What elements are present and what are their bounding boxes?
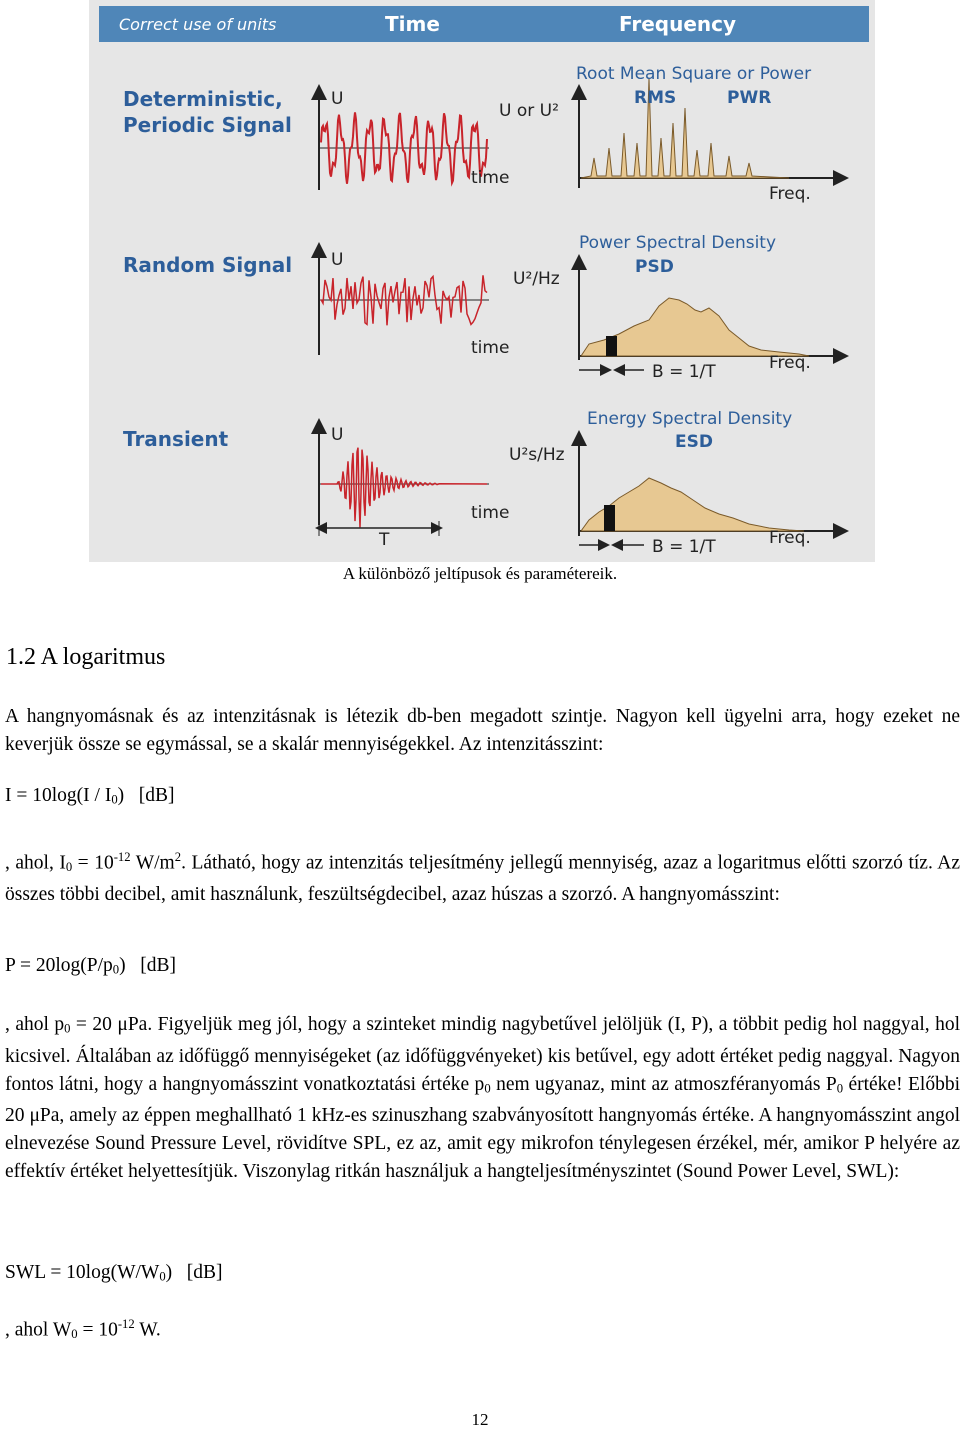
equation-pressure-level: $P = 20\log(P/p_0)$ [dB] <box>5 955 176 977</box>
row3-time-ylabel: U <box>331 425 344 445</box>
row3-bandwidth-bar <box>604 505 615 531</box>
row1-measure-abbr-rms: RMS <box>634 88 677 108</box>
row3-transient-waveform <box>321 448 487 528</box>
row1-signal-label-1: Deterministic, <box>123 87 283 111</box>
paragraph-reference-power: , ahol $W_0 = 10^{-12}$ W. <box>5 1317 161 1342</box>
figure-caption: A különböző jeltípusok és paramétereik. <box>342 564 618 583</box>
row2-measure-label: Power Spectral Density <box>579 233 777 253</box>
row1-measure-label: Root Mean Square or Power <box>576 64 812 84</box>
row1-time-ylabel: U <box>331 89 344 109</box>
section-heading: 1.2 A logaritmus <box>6 644 166 670</box>
row1-signal-label-2: Periodic Signal <box>123 113 292 137</box>
row3-freq-ylabel: U²s/Hz <box>509 445 565 465</box>
row2-freq-ylabel: U²/Hz <box>513 269 560 289</box>
signal-types-figure <box>89 0 875 562</box>
row3-time-xlabel: time <box>471 503 510 523</box>
equation-intensity-level: $I = 10\log(I / I_0)$ [dB] <box>5 785 175 807</box>
row2-bandwidth-bar <box>606 336 617 356</box>
row1-time-xlabel: time <box>471 168 510 188</box>
header-col3: Frequency <box>619 12 737 36</box>
header-col2: Time <box>385 12 440 36</box>
paragraph-pressure: , ahol $p_0 = 20$ μPa. Figyeljük meg jól, hogy a szinteket mindig nagybetűvel jelöljük (I, P), a többit pedig hol naggyal, hol kicsivel. Általában az időfüggő mennyiségeket (az időfüggvényeket) kis betűvel, egy adott értéket pedig naggyal. Nagyon fontos látni, hogy a hangnyomásszint vonatkoztatási értéke $p_0$ nem ugyanaz, mint az atmoszféranyomás $P_0$ értéke! Előbbi 20 μPa, amely az éppen meghallható 1 kHz-es szinuszhang szabványosított hangnyomás értéke. A hangnyomásszint angol elnevezése Sound Pressure Level, rövidítve SPL, ez az, amit egy mikrofon ténylegesen érzékel, mér, amikor P helyére az effektív értéket helyettesítjük. Viszonylag ritkán használjuk a hangteljesítményszintet (Sound Power Level, SWL): <box>5 1014 960 1183</box>
row1-freq-xlabel: Freq. <box>769 184 811 204</box>
row3-measure-label: Energy Spectral Density <box>587 409 793 429</box>
row3-duration-label: T <box>379 530 390 550</box>
row3-freq-xlabel: Freq. <box>769 528 811 548</box>
row1-measure-abbr-pwr: PWR <box>727 88 772 108</box>
row3-signal-label: Transient <box>123 427 229 451</box>
figure-svg <box>89 0 875 562</box>
row2-freq-xlabel: Freq. <box>769 353 811 373</box>
row1-freq-ylabel: U or U² <box>499 101 559 121</box>
paragraph-intro: A hangnyomásnak és az intenzitásnak is létezik db-ben megadott szintje. Nagyon kell ügyelni arra, hogy ezeket ne keverjük össze se egymással, se a skalár mennyiségekkel. Az intenzitásszint: <box>5 706 960 755</box>
row3-measure-abbr: ESD <box>675 432 713 452</box>
row2-signal-label: Random Signal <box>123 253 293 277</box>
row2-time-xlabel: time <box>471 338 510 358</box>
row2-measure-abbr: PSD <box>635 257 674 277</box>
page-number: 12 <box>471 1410 489 1429</box>
paragraph-intensity: , ahol, $I_0 = 10^{-12}$ $W/m^2$. Látható, hogy az intenzitás teljesítmény jellegű mennyiség, azaz a logaritmus előtti szorzó tíz. Az összes többi decibel, amit használunk, feszültségdecibel, azaz húszas a szorzó. A hangnyomásszint: <box>5 850 960 906</box>
equation-power-level: SWL = $10\log(W/W_0)$ [dB] <box>5 1262 223 1284</box>
header-col1: Correct use of units <box>119 15 277 34</box>
row2-time-ylabel: U <box>331 250 344 270</box>
row2-bandwidth-label: B = 1/T <box>652 362 716 382</box>
row3-bandwidth-label: B = 1/T <box>652 537 716 557</box>
